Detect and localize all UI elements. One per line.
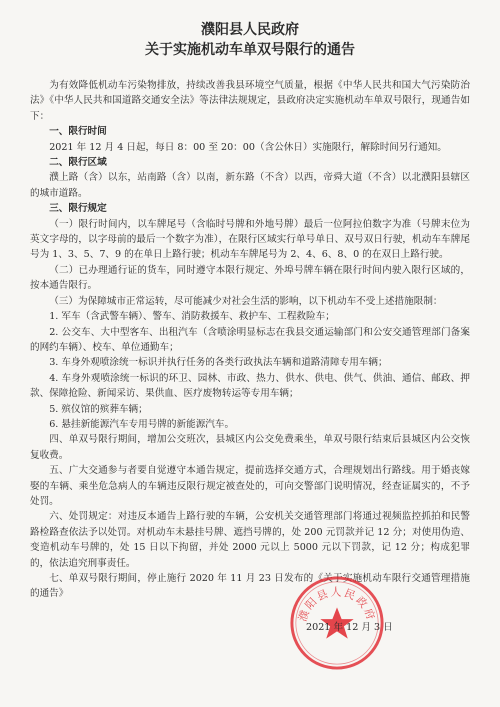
exempt-item: 3. 车身外观喷涂统一标识并执行任务的各类行政执法车辆和道路清障专用车辆； [49,357,388,369]
section-4-text: 四、单双号限行期间，增加公交班次，县城区内公交免费乘坐，单双号限行结束后县城区内公交恢复收费。 [30,434,470,461]
exempt-item: 2. 公交车、大中型客车、出租汽车（含喷涂明显标志在我县交通运输部门和公安交通管理部门备案的网约车辆）、校车、单位通勤车； [30,326,470,353]
section-2-heading: 二、限行区域 [49,157,107,169]
issue-date: 2021 年 12 月 3 日 [306,622,393,633]
exempt-item: 5. 殡仪馆的殡葬车辆； [49,403,148,415]
exempt-item: 6. 悬挂新能源汽车专用号牌的新能源汽车。 [49,418,235,430]
intro-paragraph: 为有效降低机动车污染物排放，持续改善我县环境空气质量，根据《中华人民共和国大气污染防治法》《中华人民共和国道路交通安全法》等法律法规规定，县政府决定实施机动车单双号限行，现通告如下： [30,80,470,122]
section-1-text: 2021 年 12 月 4 日起，每日 8：00 至 20：00（含公休日）实施限行，解除时间另行通知。 [49,141,447,153]
section-3-heading: 三、限行规定 [49,203,107,215]
section-3-para-2: （二）已办理通行证的货车，同时遵守本限行规定、外埠号牌车辆在限行时间内驶入限行区域的，按本通告限行。 [30,264,470,292]
notice-title: 关于实施机动车单双号限行的通告 [145,42,355,58]
exempt-item: 4. 车身外观喷涂统一标识的环卫、园林、市政、热力、供水、供电、供气、供油、通信、邮政、押款、保障抢险、新闻采访、果供血、医疗废物转运等专用车辆； [30,372,470,400]
section-3-para-3: （三）为保障城市正常运转，尽可能减少对社会生活的影响，以下机动车不受上述措施限制： [49,295,443,307]
exempt-item: 1. 军车（含武警车辆）、警车、消防救援车、救护车、工程救险车； [49,311,335,323]
section-3-para-1: （一）限行时间内，以车牌尾号（含临时号牌和外地号牌）最后一位阿拉伯数字为准（号牌末位为英文字母的，以字母前的最后一个数字为准），在限行区域实行单号单日、双号双日行驶，机动车车牌尾号为 1、3、5、7、9 的在单日上路行驶；机动车车牌尾号为 2、4、6、8、0 的在双日上路行驶。 [30,218,470,261]
section-5-text: 五、广大交通参与者要自觉遵守本通告规定，提前选择交通方式，合理规划出行路线。用于婚丧嫁娶的车辆、乘坐危急病人的车辆违反限行规定被查处的，可向交警部门说明情况，经查证属实的，不予处罚。 [30,465,470,507]
section-6-text: 六、处罚规定：对违反本通告上路行驶的车辆，公安机关交通管理部门将通过视频监控抓拍和民警路检路查依法予以处罚。对机动车未悬挂号牌、遮挡号牌的，处 200 元罚款并记 12 分；对使用伪造、变造机动车号牌的，处 15 日以下拘留，并处 2000 元以上 5000 元以下罚款，记 12 分；构成犯罪的，依法追究刑事责任。 [30,511,470,569]
section-7-text: 七、单双号限行期间，停止施行 2020 年 11 月 23 日发布的《关于实施机动车限行交通管理措施的通告》 [30,573,470,600]
issuer-title: 濮阳县人民政府 [201,22,299,38]
seal-text: 濮阳县人民政府 [295,585,379,624]
section-1-heading: 一、限行时间 [49,126,107,138]
section-2-text: 濮上路（含）以东，站南路（含）以南，新东路（不含）以西，帝舜大道（不含）以北濮阳县辖区的城市道路。 [30,172,470,199]
document-body [30,78,470,602]
